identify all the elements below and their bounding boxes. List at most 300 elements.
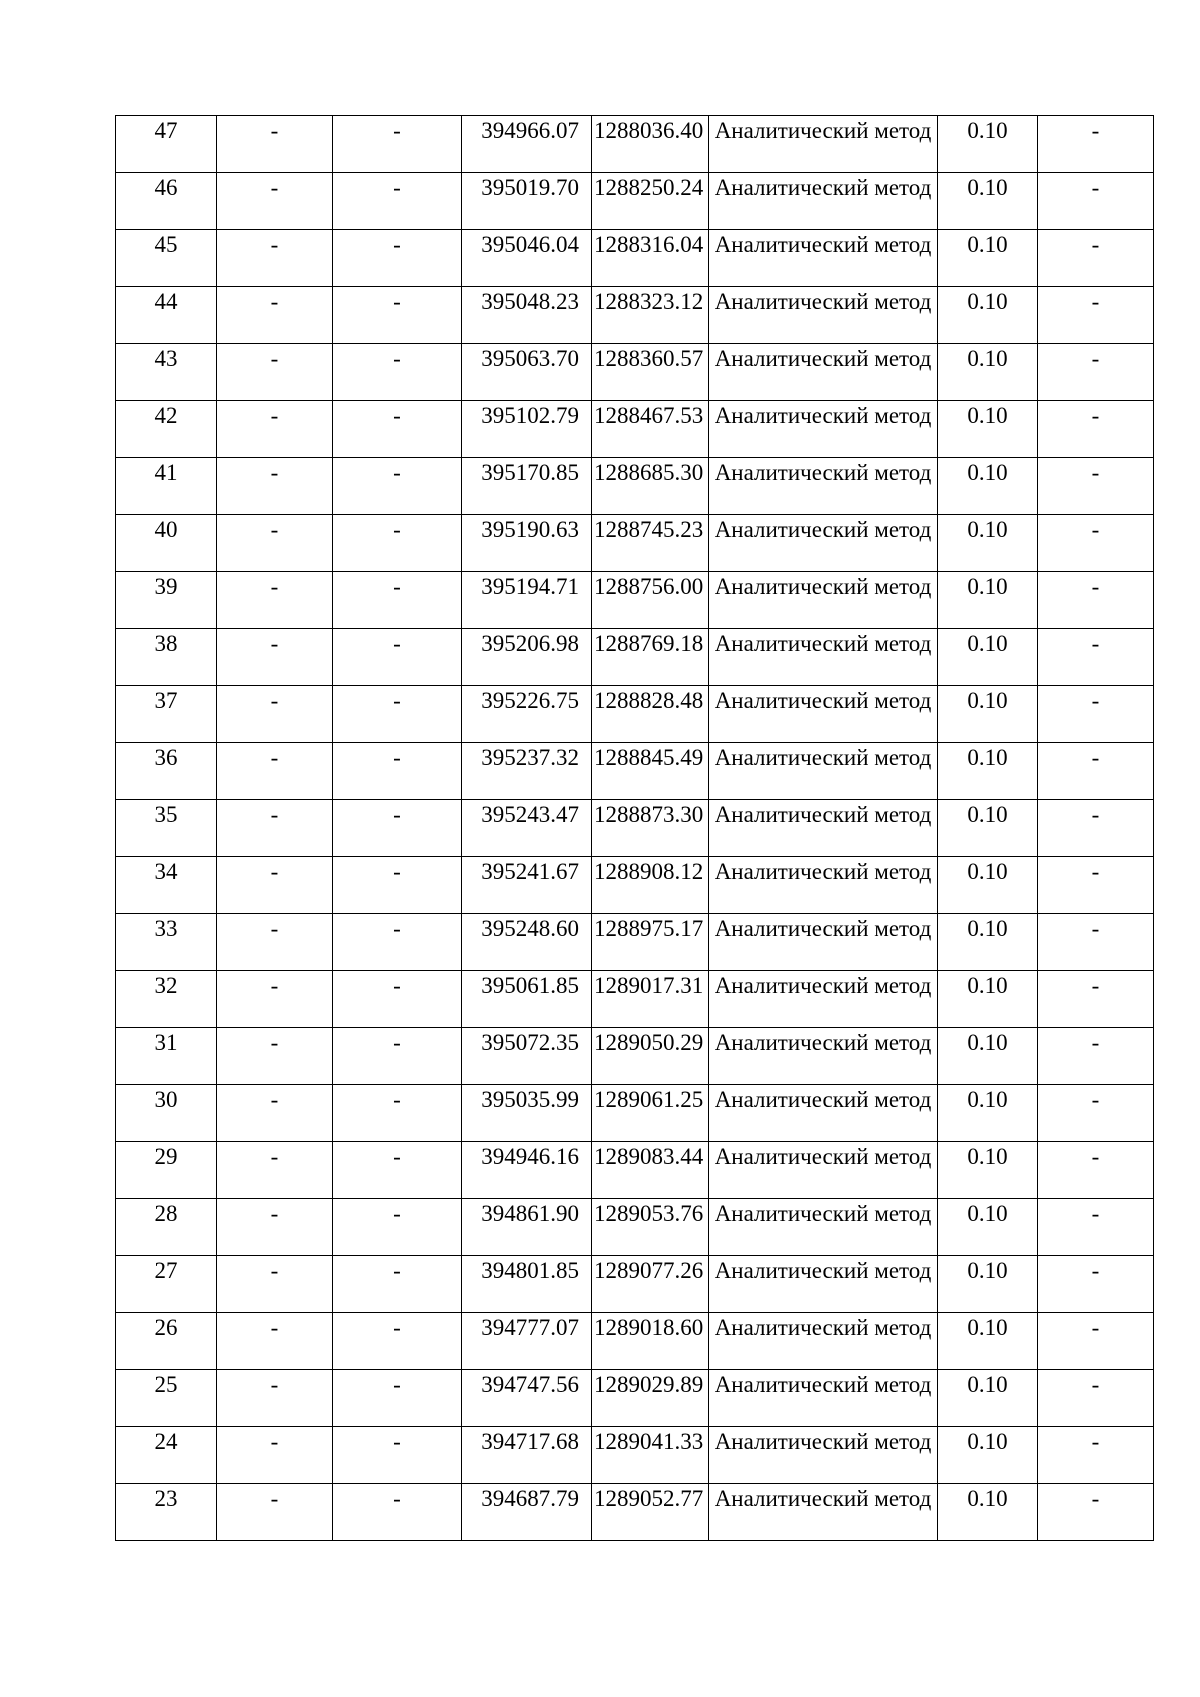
cell-column-8-text: -	[1091, 403, 1100, 428]
cell-coordinate-y	[592, 971, 709, 1028]
cell-method-text: Аналитический метод	[714, 403, 932, 428]
cell-column-2-text: -	[270, 1315, 279, 1340]
cell-coordinate-y-text: 1288908.12	[594, 859, 704, 884]
cell-coordinate-y	[592, 572, 709, 629]
cell-point-number	[116, 971, 217, 1028]
cell-column-8	[1038, 230, 1154, 287]
cell-accuracy	[938, 857, 1038, 914]
cell-point-number-text: 26	[154, 1315, 178, 1340]
cell-method-text: Аналитический метод	[714, 631, 932, 656]
cell-column-3-text: -	[393, 289, 401, 314]
cell-column-2	[217, 401, 333, 458]
cell-column-8-text: -	[1091, 460, 1100, 485]
cell-point-number	[116, 1028, 217, 1085]
cell-point-number-text: 31	[154, 1030, 178, 1055]
cell-coordinate-y-text: 1288975.17	[594, 916, 704, 941]
cell-point-number-text: 29	[154, 1144, 178, 1169]
cell-column-2	[217, 743, 333, 800]
table-row	[116, 572, 1154, 629]
table-row	[116, 1370, 1154, 1427]
table-row	[116, 971, 1154, 1028]
cell-accuracy-text: 0.10	[967, 175, 1008, 200]
cell-coordinate-x	[462, 1199, 592, 1256]
cell-accuracy	[938, 1256, 1038, 1313]
cell-method-text: Аналитический метод	[714, 118, 932, 143]
cell-column-8	[1038, 401, 1154, 458]
cell-coordinate-y	[592, 914, 709, 971]
cell-column-8-text: -	[1091, 118, 1100, 143]
cell-column-3-text: -	[393, 802, 401, 827]
cell-accuracy-text: 0.10	[967, 973, 1008, 998]
cell-point-number	[116, 914, 217, 971]
cell-column-2	[217, 173, 333, 230]
cell-coordinate-x	[462, 344, 592, 401]
cell-column-8-text: -	[1091, 232, 1100, 257]
cell-coordinate-y	[592, 230, 709, 287]
cell-coordinate-x	[462, 230, 592, 287]
cell-column-3-text: -	[393, 574, 401, 599]
cell-column-2	[217, 1427, 333, 1484]
cell-accuracy	[938, 1085, 1038, 1142]
cell-column-3	[333, 230, 462, 287]
table-row	[116, 401, 1154, 458]
cell-coordinate-y	[592, 1199, 709, 1256]
cell-method-text: Аналитический метод	[714, 289, 932, 314]
cell-coordinate-y-text: 1289017.31	[594, 973, 704, 998]
cell-accuracy	[938, 1484, 1038, 1541]
cell-accuracy-text: 0.10	[967, 631, 1008, 656]
cell-column-2-text: -	[270, 1486, 279, 1511]
cell-point-number-text: 41	[154, 460, 178, 485]
cell-method-text: Аналитический метод	[714, 1486, 932, 1511]
cell-column-3	[333, 458, 462, 515]
cell-accuracy-text: 0.10	[967, 1486, 1008, 1511]
table-row	[116, 1427, 1154, 1484]
cell-column-3-text: -	[393, 1486, 401, 1511]
cell-method	[709, 857, 938, 914]
cell-method	[709, 686, 938, 743]
cell-coordinate-y-text: 1289052.77	[594, 1486, 704, 1511]
cell-method	[709, 458, 938, 515]
cell-accuracy-text: 0.10	[967, 460, 1008, 485]
cell-accuracy-text: 0.10	[967, 1144, 1008, 1169]
cell-column-3	[333, 1313, 462, 1370]
cell-column-8	[1038, 173, 1154, 230]
cell-method	[709, 800, 938, 857]
cell-accuracy	[938, 743, 1038, 800]
cell-method-text: Аналитический метод	[714, 1087, 932, 1112]
table-row	[116, 629, 1154, 686]
cell-column-3-text: -	[393, 118, 401, 143]
cell-column-8	[1038, 116, 1154, 173]
cell-coordinate-x-text: 395048.23	[481, 289, 579, 314]
table-row	[116, 515, 1154, 572]
table-row	[116, 287, 1154, 344]
cell-column-8	[1038, 1313, 1154, 1370]
cell-accuracy-text: 0.10	[967, 1201, 1008, 1226]
cell-column-8	[1038, 1484, 1154, 1541]
cell-column-3-text: -	[393, 1087, 401, 1112]
cell-column-8-text: -	[1091, 346, 1100, 371]
cell-accuracy	[938, 1199, 1038, 1256]
cell-point-number	[116, 1370, 217, 1427]
cell-column-2-text: -	[270, 118, 279, 143]
cell-column-8	[1038, 287, 1154, 344]
cell-column-2	[217, 1028, 333, 1085]
cell-accuracy	[938, 458, 1038, 515]
cell-column-2-text: -	[270, 1144, 279, 1169]
cell-coordinate-x	[462, 971, 592, 1028]
cell-column-8-text: -	[1091, 1087, 1100, 1112]
cell-accuracy-text: 0.10	[967, 574, 1008, 599]
cell-column-3	[333, 686, 462, 743]
cell-point-number	[116, 230, 217, 287]
cell-coordinate-y-text: 1289018.60	[594, 1315, 704, 1340]
cell-column-3	[333, 1142, 462, 1199]
cell-accuracy	[938, 629, 1038, 686]
cell-coordinate-y	[592, 686, 709, 743]
cell-coordinate-x-text: 395194.71	[481, 574, 579, 599]
cell-column-2	[217, 800, 333, 857]
cell-column-2	[217, 572, 333, 629]
cell-column-3-text: -	[393, 1201, 401, 1226]
cell-column-3-text: -	[393, 688, 401, 713]
table-row	[116, 800, 1154, 857]
cell-point-number	[116, 1085, 217, 1142]
cell-coordinate-x-text: 395072.35	[481, 1030, 579, 1055]
cell-coordinate-x-text: 395102.79	[481, 403, 579, 428]
cell-column-2-text: -	[270, 232, 279, 257]
cell-coordinate-x	[462, 1370, 592, 1427]
cell-coordinate-y	[592, 800, 709, 857]
cell-coordinate-y	[592, 1313, 709, 1370]
cell-accuracy-text: 0.10	[967, 745, 1008, 770]
cell-column-3-text: -	[393, 517, 401, 542]
cell-column-3-text: -	[393, 175, 401, 200]
table-row	[116, 1256, 1154, 1313]
cell-column-2	[217, 629, 333, 686]
table-row	[116, 1313, 1154, 1370]
cell-accuracy	[938, 1313, 1038, 1370]
cell-accuracy-text: 0.10	[967, 1372, 1008, 1397]
cell-column-2-text: -	[270, 574, 279, 599]
cell-method-text: Аналитический метод	[714, 460, 932, 485]
cell-column-3-text: -	[393, 346, 401, 371]
table-body	[116, 116, 1154, 1541]
cell-column-8	[1038, 686, 1154, 743]
cell-coordinate-y-text: 1288769.18	[594, 631, 704, 656]
cell-column-8	[1038, 971, 1154, 1028]
cell-column-8-text: -	[1091, 1201, 1100, 1226]
cell-coordinate-y	[592, 344, 709, 401]
cell-column-2	[217, 686, 333, 743]
cell-column-3	[333, 1085, 462, 1142]
cell-coordinate-x-text: 395206.98	[481, 631, 579, 656]
cell-accuracy	[938, 1427, 1038, 1484]
table-row	[116, 458, 1154, 515]
cell-coordinate-y	[592, 1028, 709, 1085]
cell-column-8	[1038, 1370, 1154, 1427]
cell-point-number-text: 40	[154, 517, 178, 542]
cell-accuracy	[938, 116, 1038, 173]
cell-coordinate-y	[592, 1427, 709, 1484]
cell-column-3	[333, 401, 462, 458]
cell-column-8	[1038, 743, 1154, 800]
cell-method-text: Аналитический метод	[714, 1144, 932, 1169]
cell-column-2-text: -	[270, 403, 279, 428]
cell-column-8	[1038, 344, 1154, 401]
cell-coordinate-y	[592, 857, 709, 914]
cell-column-3-text: -	[393, 745, 401, 770]
cell-column-3-text: -	[393, 916, 401, 941]
cell-column-2	[217, 515, 333, 572]
cell-coordinate-x-text: 395237.32	[481, 745, 579, 770]
cell-column-8	[1038, 1028, 1154, 1085]
cell-point-number	[116, 1313, 217, 1370]
cell-column-8	[1038, 629, 1154, 686]
cell-method	[709, 1085, 938, 1142]
cell-coordinate-y-text: 1289050.29	[594, 1030, 704, 1055]
cell-method-text: Аналитический метод	[714, 688, 932, 713]
cell-accuracy-text: 0.10	[967, 517, 1008, 542]
cell-point-number	[116, 173, 217, 230]
cell-coordinate-x-text: 394861.90	[481, 1201, 579, 1226]
cell-point-number	[116, 743, 217, 800]
cell-column-3	[333, 1199, 462, 1256]
cell-coordinate-y-text: 1288756.00	[594, 574, 704, 599]
cell-accuracy	[938, 515, 1038, 572]
cell-point-number	[116, 1256, 217, 1313]
cell-coordinate-y	[592, 1256, 709, 1313]
cell-point-number-text: 37	[154, 688, 178, 713]
cell-accuracy-text: 0.10	[967, 403, 1008, 428]
cell-coordinate-x-text: 394801.85	[481, 1258, 579, 1283]
cell-column-2-text: -	[270, 973, 279, 998]
cell-point-number	[116, 116, 217, 173]
cell-method-text: Аналитический метод	[714, 175, 932, 200]
cell-column-3-text: -	[393, 1315, 401, 1340]
cell-column-3	[333, 629, 462, 686]
cell-column-3	[333, 971, 462, 1028]
cell-point-number	[116, 857, 217, 914]
cell-column-8-text: -	[1091, 1372, 1100, 1397]
cell-point-number	[116, 515, 217, 572]
table-row	[116, 686, 1154, 743]
cell-column-2-text: -	[270, 517, 279, 542]
cell-coordinate-x-text: 395241.67	[481, 859, 579, 884]
cell-column-2-text: -	[270, 916, 279, 941]
cell-coordinate-x	[462, 1484, 592, 1541]
cell-accuracy	[938, 1028, 1038, 1085]
cell-accuracy	[938, 230, 1038, 287]
cell-coordinate-y	[592, 116, 709, 173]
cell-column-8-text: -	[1091, 688, 1100, 713]
cell-coordinate-y	[592, 629, 709, 686]
cell-point-number-text: 36	[154, 745, 178, 770]
cell-accuracy-text: 0.10	[967, 1315, 1008, 1340]
coordinates-table	[115, 115, 1154, 1541]
cell-point-number-text: 34	[154, 859, 178, 884]
cell-column-2-text: -	[270, 745, 279, 770]
cell-accuracy-text: 0.10	[967, 859, 1008, 884]
cell-coordinate-x	[462, 686, 592, 743]
cell-coordinate-y	[592, 1484, 709, 1541]
cell-column-3-text: -	[393, 232, 401, 257]
cell-column-8	[1038, 1142, 1154, 1199]
cell-point-number	[116, 800, 217, 857]
cell-coordinate-y-text: 1289083.44	[594, 1144, 704, 1169]
cell-method-text: Аналитический метод	[714, 1030, 932, 1055]
cell-accuracy-text: 0.10	[967, 802, 1008, 827]
cell-column-2	[217, 1142, 333, 1199]
cell-coordinate-x	[462, 1427, 592, 1484]
cell-column-8	[1038, 914, 1154, 971]
cell-method	[709, 1028, 938, 1085]
cell-column-8-text: -	[1091, 859, 1100, 884]
cell-column-3-text: -	[393, 973, 401, 998]
cell-coordinate-x	[462, 116, 592, 173]
cell-point-number	[116, 1484, 217, 1541]
cell-coordinate-y-text: 1289077.26	[594, 1258, 704, 1283]
cell-point-number-text: 24	[154, 1429, 178, 1454]
cell-method	[709, 1142, 938, 1199]
cell-column-8-text: -	[1091, 631, 1100, 656]
cell-coordinate-y	[592, 173, 709, 230]
cell-column-8	[1038, 800, 1154, 857]
cell-accuracy	[938, 800, 1038, 857]
cell-accuracy-text: 0.10	[967, 1087, 1008, 1112]
cell-coordinate-y-text: 1288685.30	[594, 460, 704, 485]
cell-method-text: Аналитический метод	[714, 574, 932, 599]
cell-column-8	[1038, 515, 1154, 572]
cell-coordinate-y	[592, 515, 709, 572]
cell-point-number-text: 33	[154, 916, 178, 941]
cell-accuracy	[938, 971, 1038, 1028]
cell-coordinate-x	[462, 914, 592, 971]
cell-method	[709, 1484, 938, 1541]
cell-coordinate-y-text: 1288323.12	[594, 289, 704, 314]
cell-coordinate-x-text: 395035.99	[481, 1087, 579, 1112]
cell-method	[709, 971, 938, 1028]
cell-column-8-text: -	[1091, 745, 1100, 770]
cell-column-8-text: -	[1091, 973, 1100, 998]
cell-column-3-text: -	[393, 1030, 401, 1055]
cell-column-3-text: -	[393, 1258, 401, 1283]
cell-accuracy-text: 0.10	[967, 1030, 1008, 1055]
cell-coordinate-y-text: 1288467.53	[594, 403, 704, 428]
table-row	[116, 914, 1154, 971]
cell-column-3	[333, 1370, 462, 1427]
cell-accuracy	[938, 401, 1038, 458]
cell-method-text: Аналитический метод	[714, 517, 932, 542]
cell-column-2	[217, 458, 333, 515]
cell-column-8-text: -	[1091, 1144, 1100, 1169]
cell-column-2	[217, 344, 333, 401]
cell-point-number-text: 46	[154, 175, 178, 200]
cell-point-number-text: 47	[154, 118, 178, 143]
cell-column-8	[1038, 1085, 1154, 1142]
cell-column-8-text: -	[1091, 574, 1100, 599]
table-row	[116, 1142, 1154, 1199]
cell-coordinate-y-text: 1288360.57	[594, 346, 704, 371]
cell-coordinate-y	[592, 287, 709, 344]
cell-method	[709, 1427, 938, 1484]
cell-column-8-text: -	[1091, 1429, 1100, 1454]
cell-coordinate-x	[462, 173, 592, 230]
cell-coordinate-x	[462, 743, 592, 800]
table-row	[116, 857, 1154, 914]
cell-method-text: Аналитический метод	[714, 346, 932, 371]
cell-column-2-text: -	[270, 631, 279, 656]
cell-method-text: Аналитический метод	[714, 916, 932, 941]
cell-coordinate-x	[462, 1313, 592, 1370]
cell-point-number-text: 38	[154, 631, 178, 656]
cell-point-number-text: 32	[154, 973, 178, 998]
cell-point-number-text: 44	[154, 289, 178, 314]
cell-column-2	[217, 1085, 333, 1142]
cell-method	[709, 629, 938, 686]
cell-coordinate-y-text: 1289061.25	[594, 1087, 704, 1112]
cell-column-8	[1038, 458, 1154, 515]
cell-accuracy	[938, 173, 1038, 230]
cell-method	[709, 1313, 938, 1370]
cell-coordinate-x-text: 395063.70	[481, 346, 579, 371]
cell-point-number-text: 35	[154, 802, 178, 827]
cell-accuracy	[938, 686, 1038, 743]
cell-column-2-text: -	[270, 1087, 279, 1112]
cell-coordinate-x-text: 394946.16	[481, 1144, 579, 1169]
cell-coordinate-y	[592, 1142, 709, 1199]
table-row	[116, 1028, 1154, 1085]
cell-coordinate-x-text: 395019.70	[481, 175, 579, 200]
cell-method	[709, 116, 938, 173]
table-row	[116, 1484, 1154, 1541]
cell-column-8-text: -	[1091, 289, 1100, 314]
cell-coordinate-x	[462, 572, 592, 629]
table-row	[116, 230, 1154, 287]
cell-accuracy	[938, 914, 1038, 971]
cell-column-2	[217, 1199, 333, 1256]
cell-column-3	[333, 572, 462, 629]
cell-coordinate-x-text: 395061.85	[481, 973, 579, 998]
cell-coordinate-x	[462, 1085, 592, 1142]
cell-column-2	[217, 971, 333, 1028]
cell-method-text: Аналитический метод	[714, 745, 932, 770]
cell-column-2	[217, 287, 333, 344]
cell-column-2	[217, 1313, 333, 1370]
cell-coordinate-y-text: 1288845.49	[594, 745, 704, 770]
cell-column-8-text: -	[1091, 1258, 1100, 1283]
cell-method	[709, 230, 938, 287]
cell-column-2-text: -	[270, 1201, 279, 1226]
cell-method	[709, 1199, 938, 1256]
cell-column-2-text: -	[270, 688, 279, 713]
cell-point-number	[116, 458, 217, 515]
cell-coordinate-x	[462, 1142, 592, 1199]
cell-column-2-text: -	[270, 1030, 279, 1055]
cell-column-8-text: -	[1091, 517, 1100, 542]
cell-coordinate-y-text: 1288316.04	[594, 232, 704, 257]
cell-point-number	[116, 1142, 217, 1199]
cell-point-number-text: 27	[154, 1258, 178, 1283]
cell-coordinate-x-text: 394717.68	[481, 1429, 579, 1454]
cell-point-number	[116, 1199, 217, 1256]
cell-method	[709, 1256, 938, 1313]
cell-coordinate-y	[592, 401, 709, 458]
cell-column-3	[333, 344, 462, 401]
cell-accuracy-text: 0.10	[967, 346, 1008, 371]
cell-method-text: Аналитический метод	[714, 1315, 932, 1340]
